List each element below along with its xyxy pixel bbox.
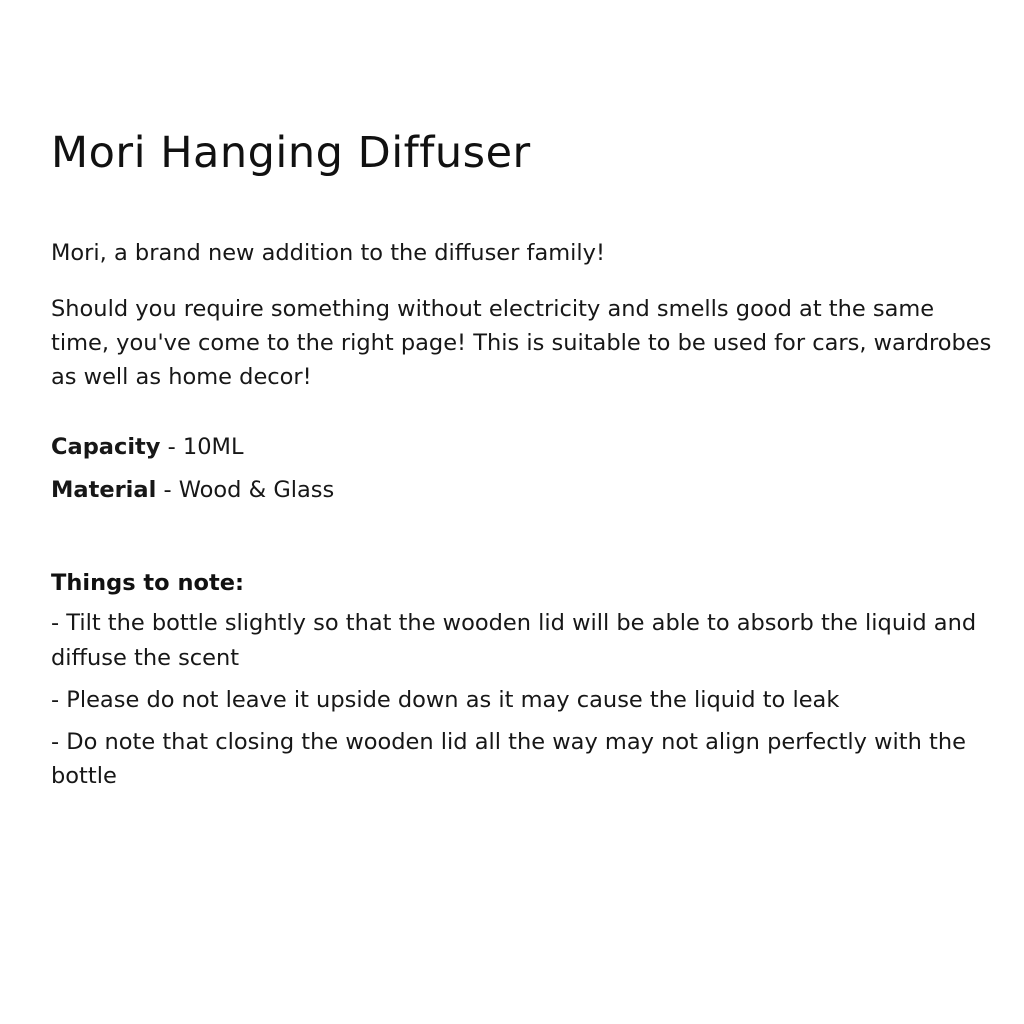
spec-material xyxy=(51,473,998,507)
intro-paragraph-2: Should you require something without electricity and smells good at the same time, you've come to the right page! This is suitable to be used for cars, wardrobes as well as home decor! xyxy=(51,295,992,391)
note-item: - Tilt the bottle slightly so that the wooden lid will be able to absorb the liquid and diffuse the scent xyxy=(51,610,977,671)
notes-list xyxy=(51,606,998,793)
spec-material-label: Material xyxy=(51,476,157,503)
spec-capacity-label: Capacity xyxy=(51,434,161,461)
spec-capacity xyxy=(51,430,998,464)
spec-material-value: - Wood & Glass xyxy=(163,476,335,503)
spec-capacity-value: - 10ML xyxy=(167,434,244,461)
intro-paragraph-1: Mori, a brand new addition to the diffuser family! xyxy=(51,239,605,266)
notes-heading: Things to note: xyxy=(51,569,244,596)
note-item: - Please do not leave it upside down as it may cause the liquid to leak xyxy=(51,686,840,713)
note-item: - Do note that closing the wooden lid all the way may not align perfectly with the bottle xyxy=(51,729,966,790)
page-title: Mori Hanging Diffuser xyxy=(51,128,531,178)
specs-list xyxy=(51,430,998,506)
